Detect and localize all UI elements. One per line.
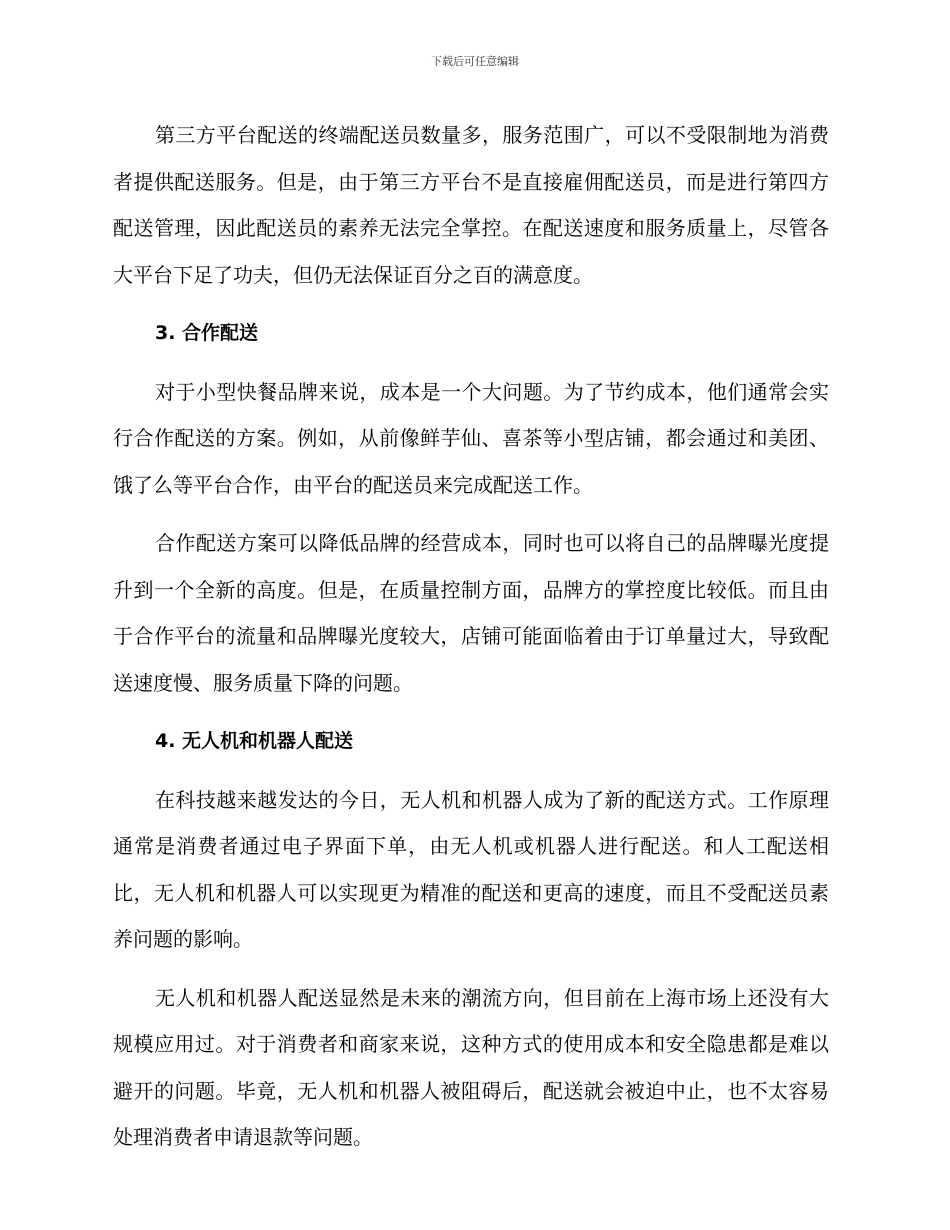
paragraph-cooperative-pros-cons: 合作配送方案可以降低品牌的经营成本，同时也可以将自己的品牌曝光度提升到一个全新的高度。但是，在质量控制方面，品牌方的掌控度比较低。而且由于合作平台的流量和品牌曝光度较大，店铺可能面临着由于订单量过大，导致配送速度慢、服务质量下降的问题。 <box>113 531 829 695</box>
paragraph-third-party-delivery: 第三方平台配送的终端配送员数量多，服务范围广，可以不受限制地为消费者提供配送服务。但是，由于第三方平台不是直接雇佣配送员，而是进行第四方配送管理，因此配送员的素养无法完全掌控。在配送速度和服务质量上，尽管各大平台下足了功夫，但仍无法保证百分之百的满意度。 <box>113 123 829 287</box>
paragraph-drone-robot-outlook: 无人机和机器人配送显然是未来的潮流方向，但目前在上海市场上还没有大规模应用过。对于消费者和商家来说，这种方式的使用成本和安全隐患都是难以避开的问题。毕竟，无人机和机器人被阻碍后，配送就会被迫中止，也不太容易处理消费者申请退款等问题。 <box>113 985 829 1149</box>
paragraph-cooperative-intro: 对于小型快餐品牌来说，成本是一个大问题。为了节约成本，他们通常会实行合作配送的方案。例如，从前像鲜芋仙、喜茶等小型店铺，都会通过和美团、饿了么等平台合作，由平台的配送员来完成配送工作。 <box>113 379 829 497</box>
paragraph-drone-robot-intro: 在科技越来越发达的今日，无人机和机器人成为了新的配送方式。工作原理通常是消费者通过电子界面下单，由无人机或机器人进行配送。和人工配送相比，无人机和机器人可以实现更为精准的配送和更高的速度，而且不受配送员素养问题的影响。 <box>113 787 829 951</box>
section-heading-cooperative-delivery: 3. 合作配送 <box>155 322 259 344</box>
section-heading-drone-robot-delivery: 4. 无人机和机器人配送 <box>155 730 354 752</box>
page-header: 下载后可任意编辑 <box>431 55 519 68</box>
document-body <box>113 112 829 1161</box>
